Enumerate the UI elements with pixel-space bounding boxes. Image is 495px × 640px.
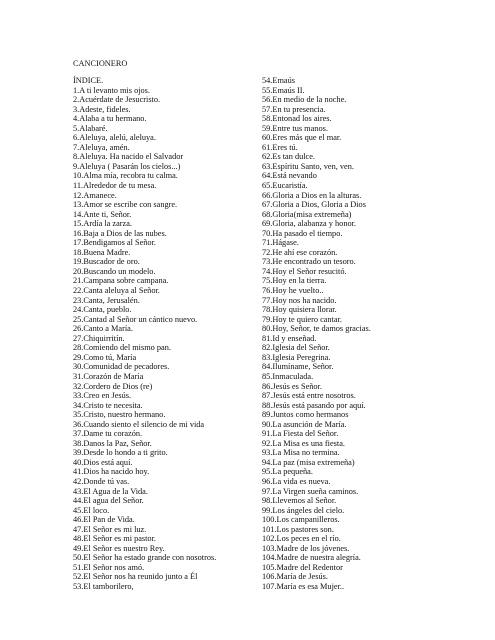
index-entry: 32.Cordero de Dios (re) — [73, 381, 153, 391]
index-entry: 34.Cristo te necesita. — [73, 400, 143, 410]
index-entry: 16.Baja a Dios de las nubes. — [73, 228, 167, 238]
index-entry: 36.Cuando siento el silencio de mi vida — [73, 419, 205, 429]
index-entry: 22.Canta aleluya al Señor. — [73, 286, 160, 296]
index-entry: 31.Corazón de María — [73, 371, 144, 381]
index-entry: 98.Llevemos al Señor. — [262, 496, 337, 506]
index-entry: 88.Jesús está pasando por aquí. — [262, 400, 366, 410]
index-entry: 8.Aleluya. Ha nacido el Salvador — [73, 152, 184, 162]
index-entry: 80.Hoy, Señor, te damos gracias. — [262, 324, 371, 334]
index-entry: 39.Desde lo hondo a ti grito. — [73, 448, 168, 458]
index-entry: 73.He encontrado un tesoro. — [262, 257, 356, 267]
index-entry: 42.Donde tú vas. — [73, 476, 130, 486]
index-entry: 2.Acuérdate de Jesucristo. — [73, 95, 161, 105]
index-entry: 45.El loco. — [73, 505, 110, 515]
index-entry: 104.Madre de nuestra alegría. — [262, 553, 361, 563]
index-entry: 102.Los peces en el río. — [262, 534, 341, 544]
index-entry: 44.El agua del Señor. — [73, 496, 144, 506]
index-entry: 52.El Señor nos ha reunido junto a Él — [73, 572, 198, 582]
index-entry: 62.Es tan dulce. — [262, 152, 315, 162]
index-entry: 21.Campana sobre campana. — [73, 276, 169, 286]
index-entry: 54.Emaús — [262, 76, 295, 85]
index-entry: 87.Jesús está entre nosotros. — [262, 391, 356, 401]
index-entry: 20.Buscando un modelo. — [73, 266, 156, 276]
index-entry: 10.Alma mía, recobra tu calma. — [73, 171, 178, 181]
index-entry: 33.Creo en Jesús. — [73, 391, 132, 401]
index-entry: 96.La vida es nueva. — [262, 476, 331, 486]
index-heading: ÍNDICE. — [73, 76, 104, 85]
index-entry: 28.Comiendo del mismo pan. — [73, 343, 171, 353]
index-entry: 63.Espíritu Santo, ven, ven. — [262, 161, 354, 171]
index-entry: 71.Hágase. — [262, 238, 299, 248]
index-entry: 93.La Misa no termina. — [262, 448, 340, 458]
index-entry: 41.Dios ha nacido hoy. — [73, 467, 150, 477]
index-entry: 65.Eucaristía. — [262, 181, 308, 191]
index-entry: 9.Aleluya ( Pasarán los cielos...) — [73, 161, 181, 171]
index-entry: 69.Gloria, alabanza y honor. — [262, 219, 357, 229]
index-entry: 53.El tamborilero, — [73, 581, 134, 591]
index-entry: 77.Hoy nos ha nacido. — [262, 295, 337, 305]
index-entry: 15.Ardía la zarza. — [73, 219, 132, 229]
index-entry: 26.Canto a María. — [73, 324, 133, 334]
index-entry: 72.He ahí ese corazón. — [262, 247, 338, 257]
index-entry: 40.Dios está aquí. — [73, 457, 133, 467]
index-entry: 99.Los ángeles del cielo. — [262, 505, 345, 515]
index-column-left — [73, 76, 253, 592]
index-entry: 56.En medio de la noche. — [262, 95, 347, 105]
index-entry: 27.Chiquirritín. — [73, 333, 125, 343]
index-entry: 57.En tu presencia. — [262, 104, 326, 114]
index-entry: 95.La pequeña. — [262, 467, 313, 477]
index-entry: 70.Ha pasado el tiempo. — [262, 228, 343, 238]
index-entry: 103.Madre de los jóvenes. — [262, 543, 350, 553]
index-entry: 91.La Fiesta del Señor. — [262, 429, 339, 439]
index-entry: 81.Id y enseñad. — [262, 333, 317, 343]
index-entry: 38.Danos la Paz, Señor. — [73, 438, 152, 448]
index-entry: 1.A ti levanto mis ojos. — [73, 85, 150, 95]
index-entry: 55.Emaús II. — [262, 85, 305, 95]
index-entry: 13.Amor se escribe con sangre. — [73, 200, 178, 210]
index-entry: 61.Eres tú. — [262, 142, 298, 152]
index-entry: 60.Eres más que el mar. — [262, 133, 342, 143]
index-entry: 19.Buscador de oro. — [73, 257, 140, 267]
index-entry: 94.La paz (misa extremeña) — [262, 457, 355, 467]
index-entry: 46.El Pan de Vida. — [73, 515, 135, 525]
index-entry: 14.Ante ti, Señor. — [73, 209, 132, 219]
index-entry: 17.Bendigamos al Señor. — [73, 238, 156, 248]
index-entry: 12.Amanece. — [73, 190, 117, 200]
index-entry: 37.Dame tu corazón. — [73, 429, 143, 439]
index-entry: 18.Buena Madre. — [73, 247, 131, 257]
index-entry: 86.Jesús es Señor. — [262, 381, 322, 391]
index-entry: 83.Iglesia Peregrina. — [262, 352, 331, 362]
index-entry: 30.Comunidad de pecadores. — [73, 362, 170, 372]
index-entry: 79.Hoy te quiero cantar. — [262, 314, 342, 324]
index-list-left — [73, 86, 253, 592]
index-entry: 75.Hoy en la tierra. — [262, 276, 327, 286]
index-entry: 5.Alabaré. — [73, 123, 108, 133]
index-entry: 106.María de Jesús. — [262, 572, 328, 582]
index-entry: 47.El Señor es mi luz. — [73, 524, 147, 534]
index-entry: 49.El Señor es nuestro Rey. — [73, 543, 165, 553]
index-entry: 59.Entre tus manos. — [262, 123, 328, 133]
index-entry: 76.Hoy he vuelto.. — [262, 286, 324, 296]
document-title: CANCIONERO — [73, 59, 128, 68]
index-entry: 23.Canta, Jerusalén. — [73, 295, 140, 305]
index-list-right — [262, 76, 462, 592]
index-entry: 25.Cantad al Señor un cántico nuevo. — [73, 314, 198, 324]
index-entry: 101.Los pastores son. — [262, 524, 334, 534]
index-entry: 100.Los campanilleros. — [262, 515, 340, 525]
index-entry: 6.Aleluya, alelú, aleluya. — [73, 133, 156, 143]
index-entry: 7.Aleluya, amén. — [73, 142, 130, 152]
index-entry: 66.Gloria a Dios en la alturas. — [262, 190, 362, 200]
index-entry: 24.Canta, pueblo. — [73, 305, 132, 315]
index-entry: 67.Gloria a Dios, Gloria a Dios — [262, 200, 366, 210]
index-entry: 43.El Agua de la Vida. — [73, 486, 148, 496]
index-entry: 48.El Señor es mi pastor. — [73, 534, 156, 544]
index-entry: 50.El Señor ha estado grande con nosotros. — [73, 553, 217, 563]
index-entry: 105.Madre del Redentor — [262, 562, 343, 572]
index-entry: 74.Hoy el Señor resucitó. — [262, 266, 347, 276]
index-entry: 85.Inmaculada. — [262, 371, 314, 381]
index-entry: 97.La Virgen sueña caminos. — [262, 486, 359, 496]
index-entry: 11.Alrededor de tu mesa. — [73, 181, 157, 191]
index-entry: 3.Adeste, fideles. — [73, 104, 131, 114]
index-entry: 58.Entonad los aires. — [262, 114, 332, 124]
index-column-right — [262, 76, 462, 592]
index-entry: 35.Cristo, nuestro hermano. — [73, 410, 166, 420]
index-entry: 64.Está nevando — [262, 171, 317, 181]
index-entry: 82.Iglesia del Señor. — [262, 343, 330, 353]
index-entry: 90.La asunción de María. — [262, 419, 347, 429]
index-entry: 89.Juntos como hermanos — [262, 410, 349, 420]
index-entry: 29.Como tú, María — [73, 352, 137, 362]
index-entry: 107.María es esa Mujer.. — [262, 581, 345, 591]
index-entry: 4.Alaba a tu hermano. — [73, 114, 147, 124]
index-entry: 51.El Señor nos amó. — [73, 562, 145, 572]
index-entry: 84.Ilumíname, Señor. — [262, 362, 334, 372]
index-entry: 68.Gloria(misa extremeña) — [262, 209, 352, 219]
index-entry: 78.Hoy quisiera llorar. — [262, 305, 337, 315]
index-entry: 92.La Misa es una fiesta. — [262, 438, 345, 448]
